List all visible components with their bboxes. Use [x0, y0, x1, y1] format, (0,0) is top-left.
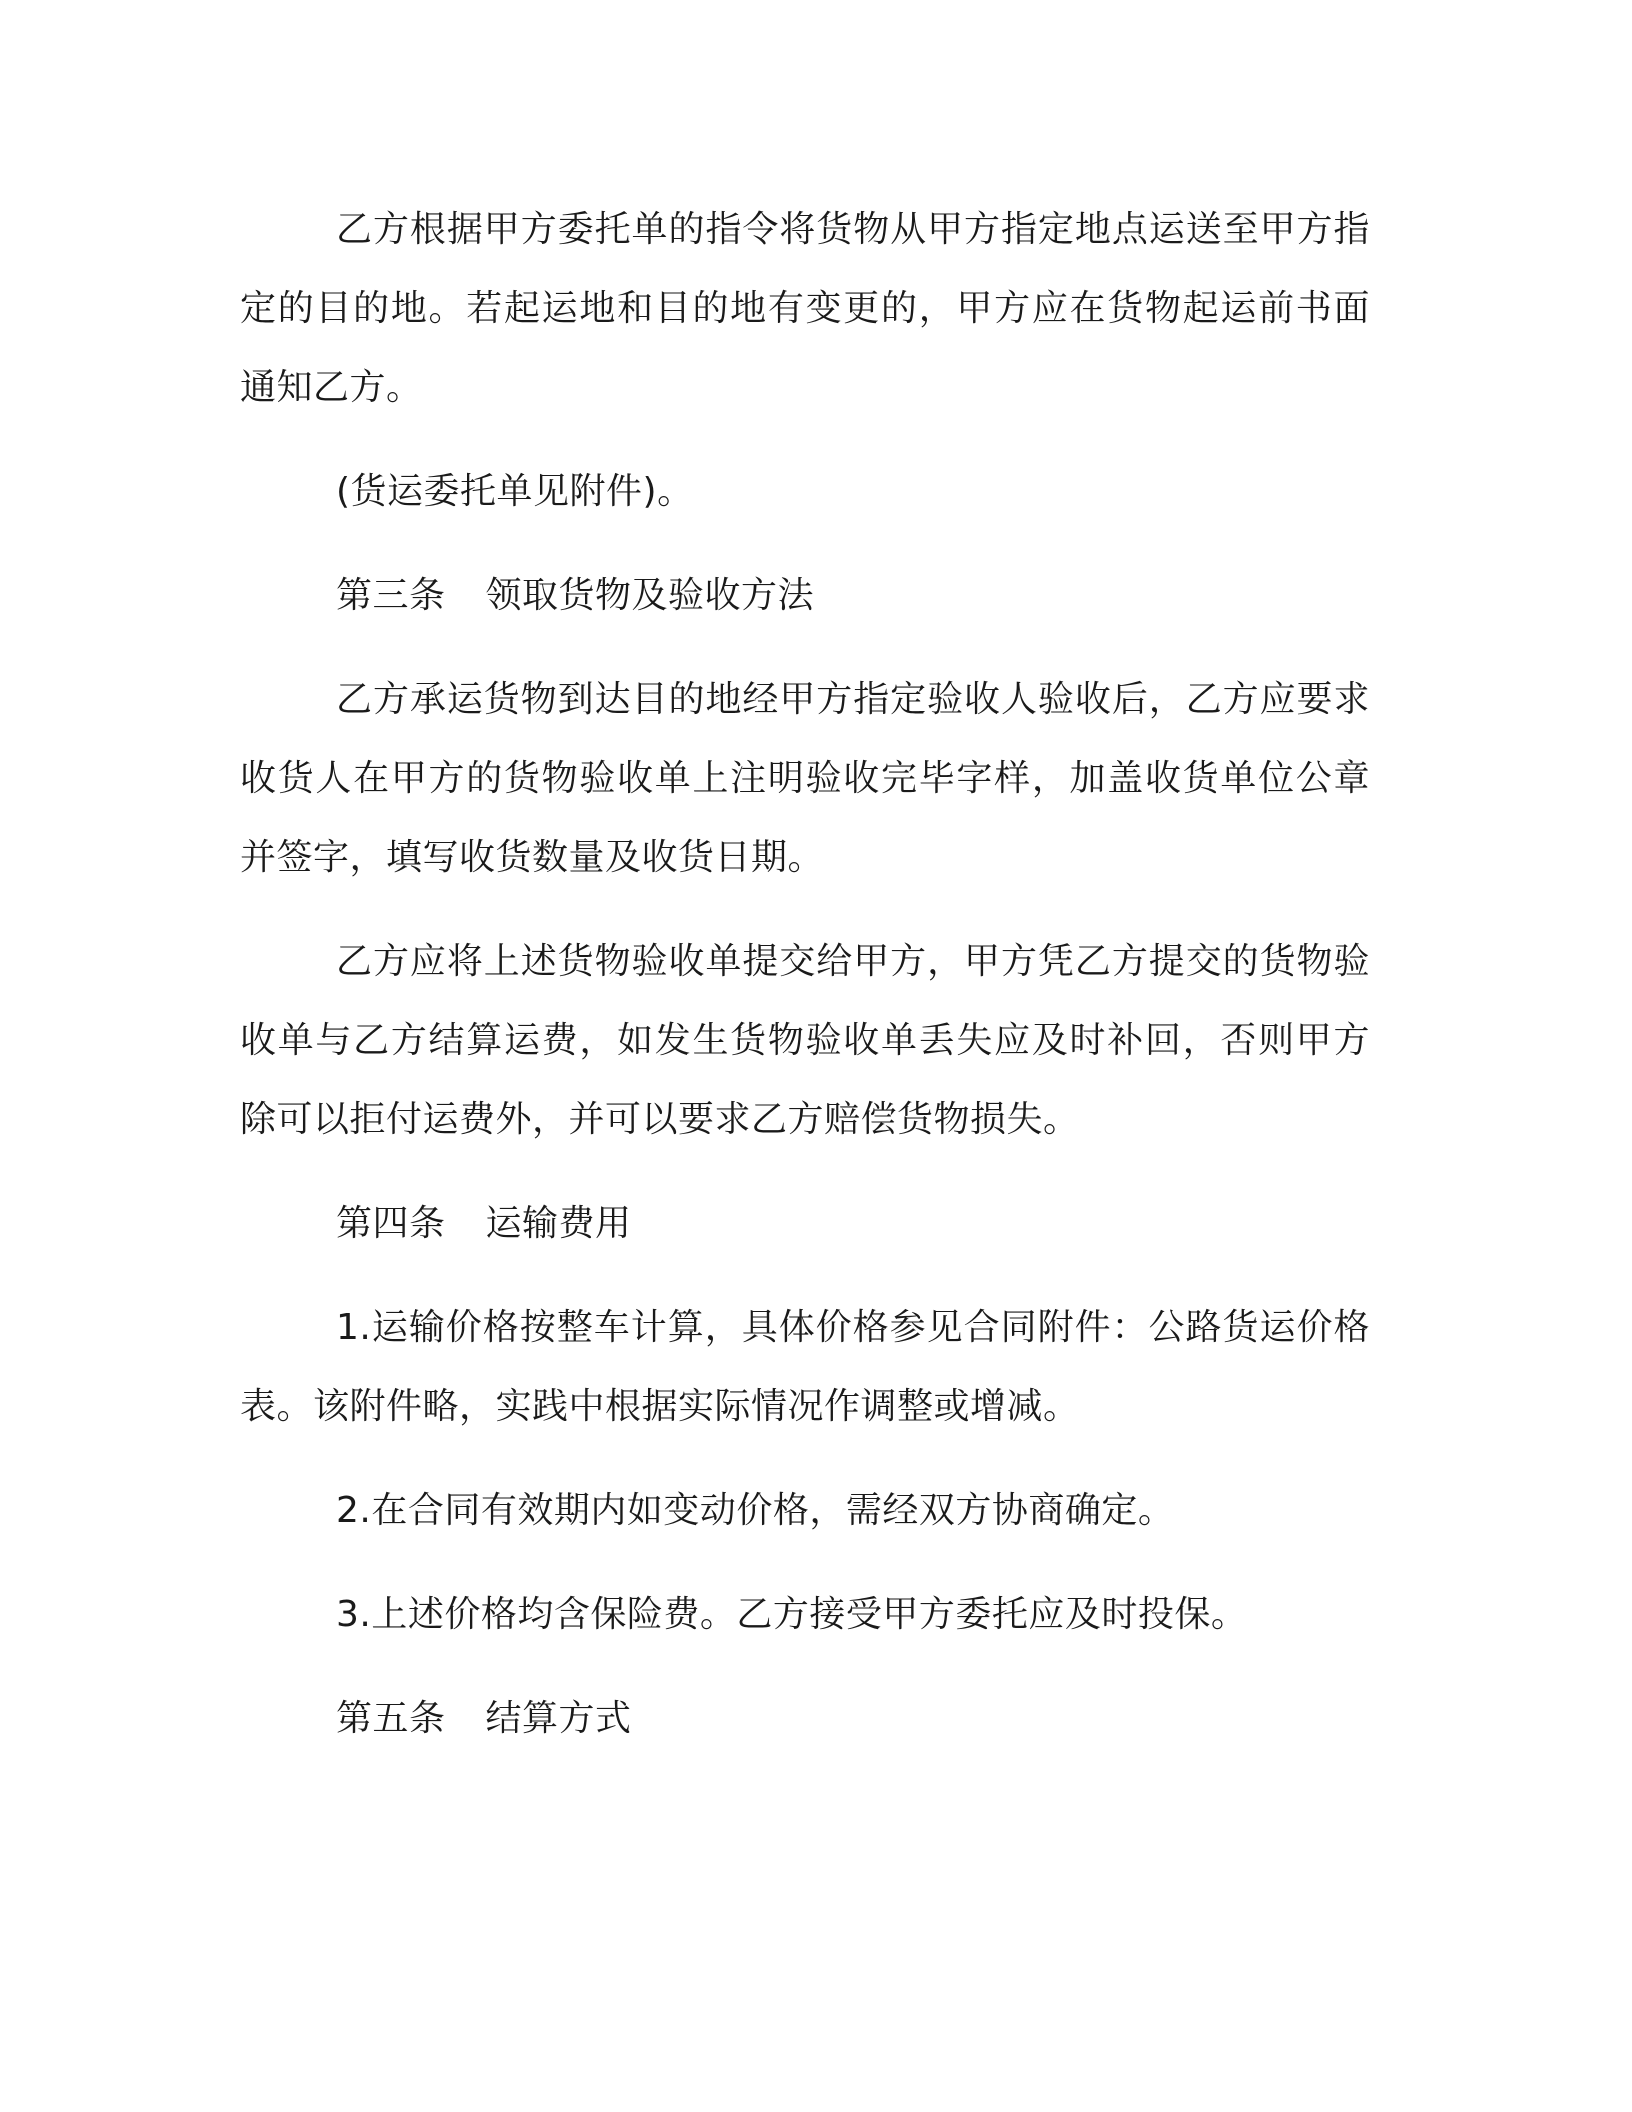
paragraph-price-item-2: 2.在合同有效期内如变动价格，需经双方协商确定。: [336, 1490, 1175, 1531]
article-number: 第四条: [336, 1203, 446, 1244]
article-heading-5: [240, 1679, 1370, 1758]
paragraph-price-item-3: 3.上述价格均含保险费。乙方接受甲方委托应及时投保。: [336, 1594, 1248, 1635]
article-title: 领取货物及验收方法: [485, 575, 815, 616]
article-heading-4: [240, 1184, 1370, 1263]
paragraph-transport-instruction: 乙方根据甲方委托单的指令将货物从甲方指定地点运送至甲方指定的目的地。若起运地和目的地有变更的，甲方应在货物起运前书面通知乙方。: [240, 209, 1370, 408]
article-number: 第五条: [336, 1698, 446, 1739]
article-number: 第三条: [336, 575, 446, 616]
article-heading-3: [240, 556, 1370, 635]
paragraph-price-item-1: 1.运输价格按整车计算，具体价格参见合同附件：公路货运价格表。该附件略，实践中根据实际情况作调整或增减。: [240, 1307, 1370, 1427]
document-body: [240, 190, 1370, 1783]
paragraph-acceptance: 乙方承运货物到达目的地经甲方指定验收人验收后，乙方应要求收货人在甲方的货物验收单上注明验收完毕字样，加盖收货单位公章并签字，填写收货数量及收货日期。: [240, 679, 1370, 878]
article-title: 运输费用: [485, 1203, 632, 1244]
paragraph-settlement-receipt: 乙方应将上述货物验收单提交给甲方，甲方凭乙方提交的货物验收单与乙方结算运费，如发生货物验收单丢失应及时补回，否则甲方除可以拒付运费外，并可以要求乙方赔偿货物损失。: [240, 941, 1370, 1140]
article-title: 结算方式: [485, 1698, 632, 1739]
paragraph-attachment-note: (货运委托单见附件)。: [336, 471, 694, 512]
